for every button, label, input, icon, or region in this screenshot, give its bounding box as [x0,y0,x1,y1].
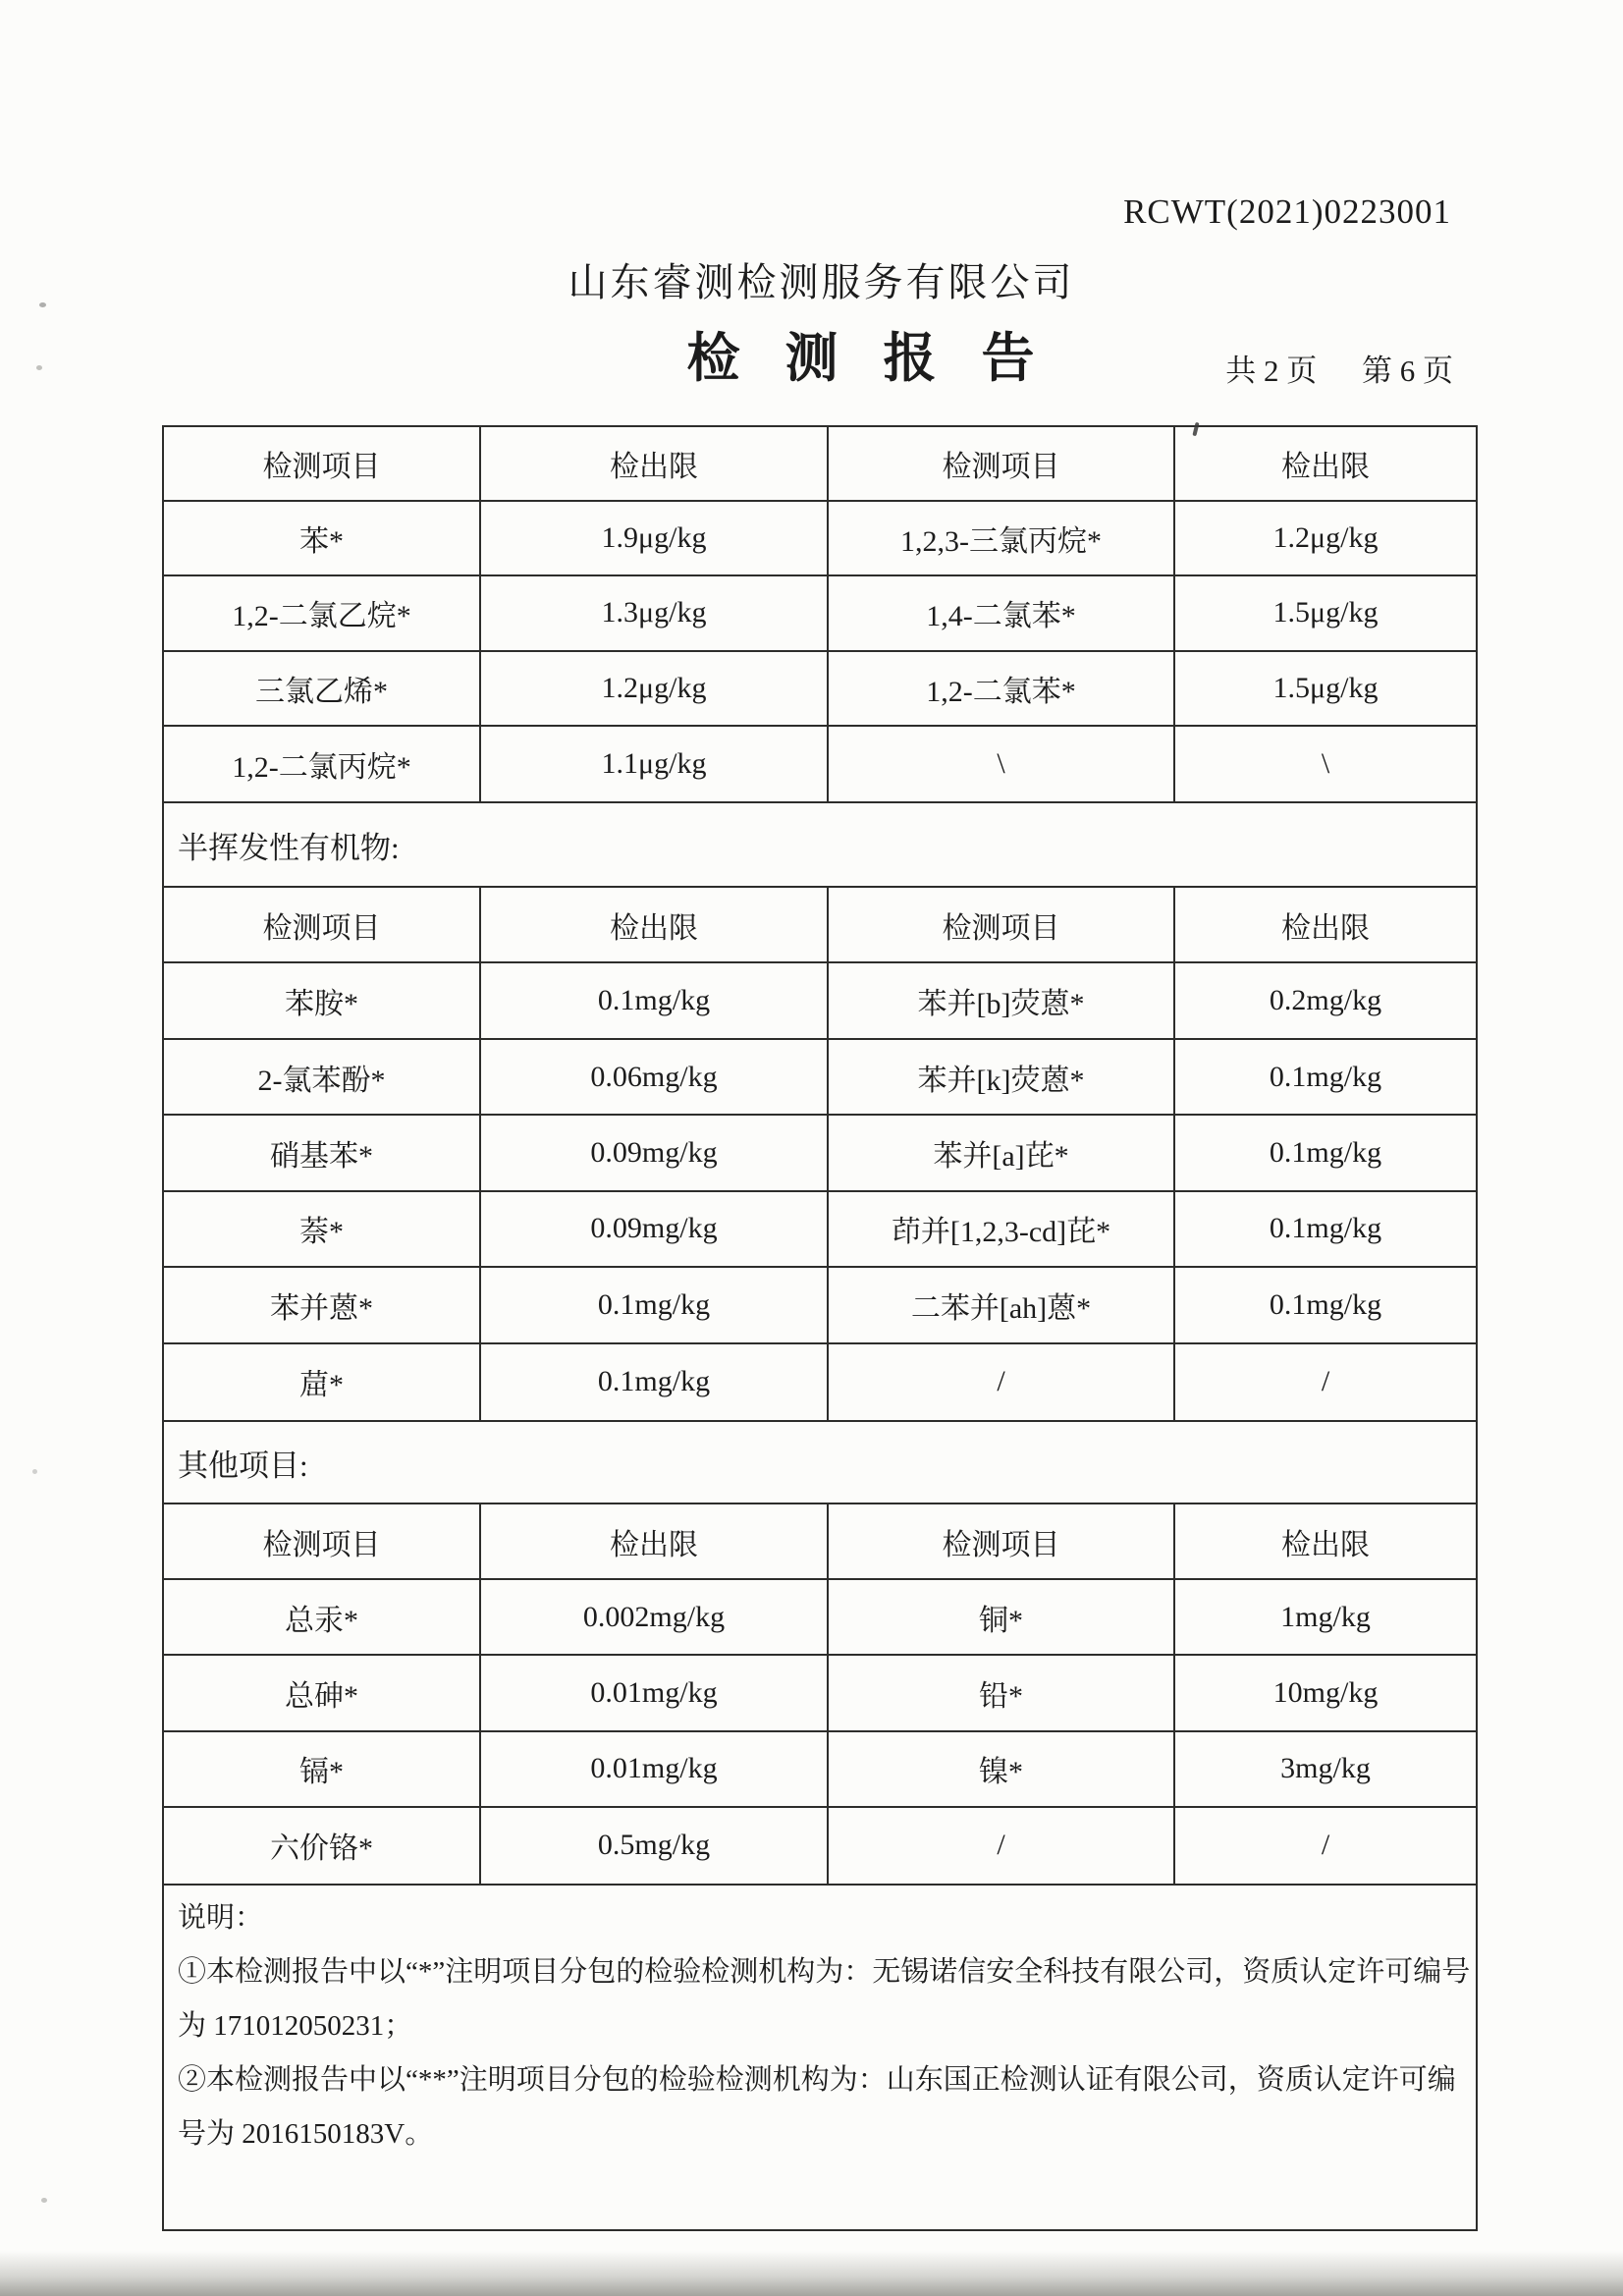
item-cell: 苯并[k]荧蒽* [829,1040,1175,1116]
scan-artifact [36,365,42,370]
limit-cell: 0.1mg/kg [1175,1268,1476,1343]
limit-cell: 0.09mg/kg [481,1192,829,1268]
table-header-cell: 检测项目 [829,1504,1175,1580]
limit-cell: 1.5μg/kg [1175,652,1476,727]
limit-cell: 0.1mg/kg [1175,1116,1476,1191]
limit-cell: \ [1321,746,1330,780]
note-line: 为 171012050231； [178,2010,413,2042]
limit-cell: 0.01mg/kg [481,1656,829,1731]
limit-cell: 0.5mg/kg [481,1808,829,1884]
pagination [1225,346,1453,390]
note-line: ②本检测报告中以“**”注明项目分包的检验检测机构为：山东国正检测认证有限公司，资质认定许可编 [178,2064,1456,2096]
table-header-cell: 检出限 [1175,427,1476,502]
item-cell: 总砷* [164,1656,481,1731]
limit-cell: 0.09mg/kg [481,1116,829,1191]
section-label-other [162,1422,1478,1503]
table-header-cell: 检测项目 [164,1504,481,1580]
item-cell: 1,2-二氯乙烷* [164,576,481,651]
limit-cell: 0.1mg/kg [481,1344,829,1420]
limit-cell: 0.01mg/kg [481,1732,829,1808]
limit-cell: / [1321,1829,1330,1862]
table-header-cell: 检出限 [481,427,829,502]
detection-table-voc [162,425,1478,803]
item-cell: 苯并[a]芘* [829,1116,1175,1191]
scan-artifact [39,302,46,307]
table-header-cell: 检出限 [481,888,829,963]
detection-table-other [162,1503,1478,1886]
table-header-cell: 检测项目 [164,427,481,502]
item-cell: \ [829,727,1175,801]
item-cell: 茚并[1,2,3-cd]芘* [829,1192,1175,1268]
table-header-cell: 检测项目 [829,427,1175,502]
item-cell: 苯* [164,502,481,576]
limit-cell: 0.1mg/kg [1175,1040,1476,1116]
detection-table-svoc [162,886,1478,1422]
company-name: 山东睿测检测服务有限公司 [568,260,1075,304]
section-label-svoc-text: 半挥发性有机物: [178,830,400,865]
scan-artifact [41,2198,47,2203]
section-label-other-text: 其他项目: [178,1448,308,1483]
item-cell: 镍* [829,1732,1175,1808]
item-cell: 硝基苯* [164,1116,481,1191]
limit-cell: 1mg/kg [1175,1580,1476,1656]
limit-cell: / [1321,1365,1330,1398]
note-line: ①本检测报告中以“*”注明项目分包的检验检测机构为：无锡诺信安全科技有限公司，资质认定许可编号 [178,1956,1471,1988]
page-count: 共 2 页 [1225,354,1318,388]
item-cell: 六价铬* [164,1808,481,1884]
item-cell: 苯并蒽* [164,1268,481,1343]
page-number: 第 6 页 [1362,354,1453,388]
item-cell: 1,2-二氯丙烷* [164,727,481,801]
report-title-text: 检测报告 [686,329,1080,388]
scan-artifact [32,1469,37,1474]
notes-box [162,1886,1478,2231]
table-header-cell: 检出限 [1175,888,1476,963]
item-cell: 铅* [829,1656,1175,1731]
item-cell: 铜* [829,1580,1175,1656]
item-cell: 2-氯苯酚* [164,1040,481,1116]
item-cell: / [829,1808,1175,1884]
limit-cell: 1.9μg/kg [481,502,829,576]
table-header-cell: 检出限 [481,1504,829,1580]
limit-cell: 0.06mg/kg [481,1040,829,1116]
limit-cell: 0.2mg/kg [1175,963,1476,1039]
table-header-cell: 检测项目 [829,888,1175,963]
item-cell: 1,2,3-三氯丙烷* [829,502,1175,576]
item-cell: 镉* [164,1732,481,1808]
scan-edge-shadow [0,2251,1623,2296]
limit-cell: 3mg/kg [1175,1732,1476,1808]
limit-cell: 1.5μg/kg [1175,576,1476,651]
item-cell: 三氯乙烯* [164,652,481,727]
doc-number: RCWT(2021)0223001 [1123,192,1451,231]
item-cell: 苯并[b]荧蒽* [829,963,1175,1039]
limit-cell: 0.1mg/kg [481,1268,829,1343]
item-cell: 䓛* [164,1344,481,1420]
notes-label: 说明： [178,1902,264,1934]
item-cell: 萘* [164,1192,481,1268]
limit-cell: 0.1mg/kg [1175,1192,1476,1268]
table-header-cell: 检测项目 [164,888,481,963]
limit-cell: 1.2μg/kg [481,652,829,727]
item-cell: 1,4-二氯苯* [829,576,1175,651]
section-label-svoc [162,803,1478,886]
item-cell: 总汞* [164,1580,481,1656]
limit-cell: 0.002mg/kg [481,1580,829,1656]
limit-cell: 1.2μg/kg [1175,502,1476,576]
item-cell: 苯胺* [164,963,481,1039]
limit-cell: 0.1mg/kg [481,963,829,1039]
limit-cell: 1.1μg/kg [481,727,829,801]
limit-cell: 10mg/kg [1175,1656,1476,1731]
item-cell: / [829,1344,1175,1420]
limit-cell: 1.3μg/kg [481,576,829,651]
item-cell: 二苯并[ah]蒽* [829,1268,1175,1343]
note-line: 号为 2016150183V。 [178,2118,434,2150]
table-header-cell: 检出限 [1175,1504,1476,1580]
document-body [162,425,1478,2231]
item-cell: 1,2-二氯苯* [829,652,1175,727]
